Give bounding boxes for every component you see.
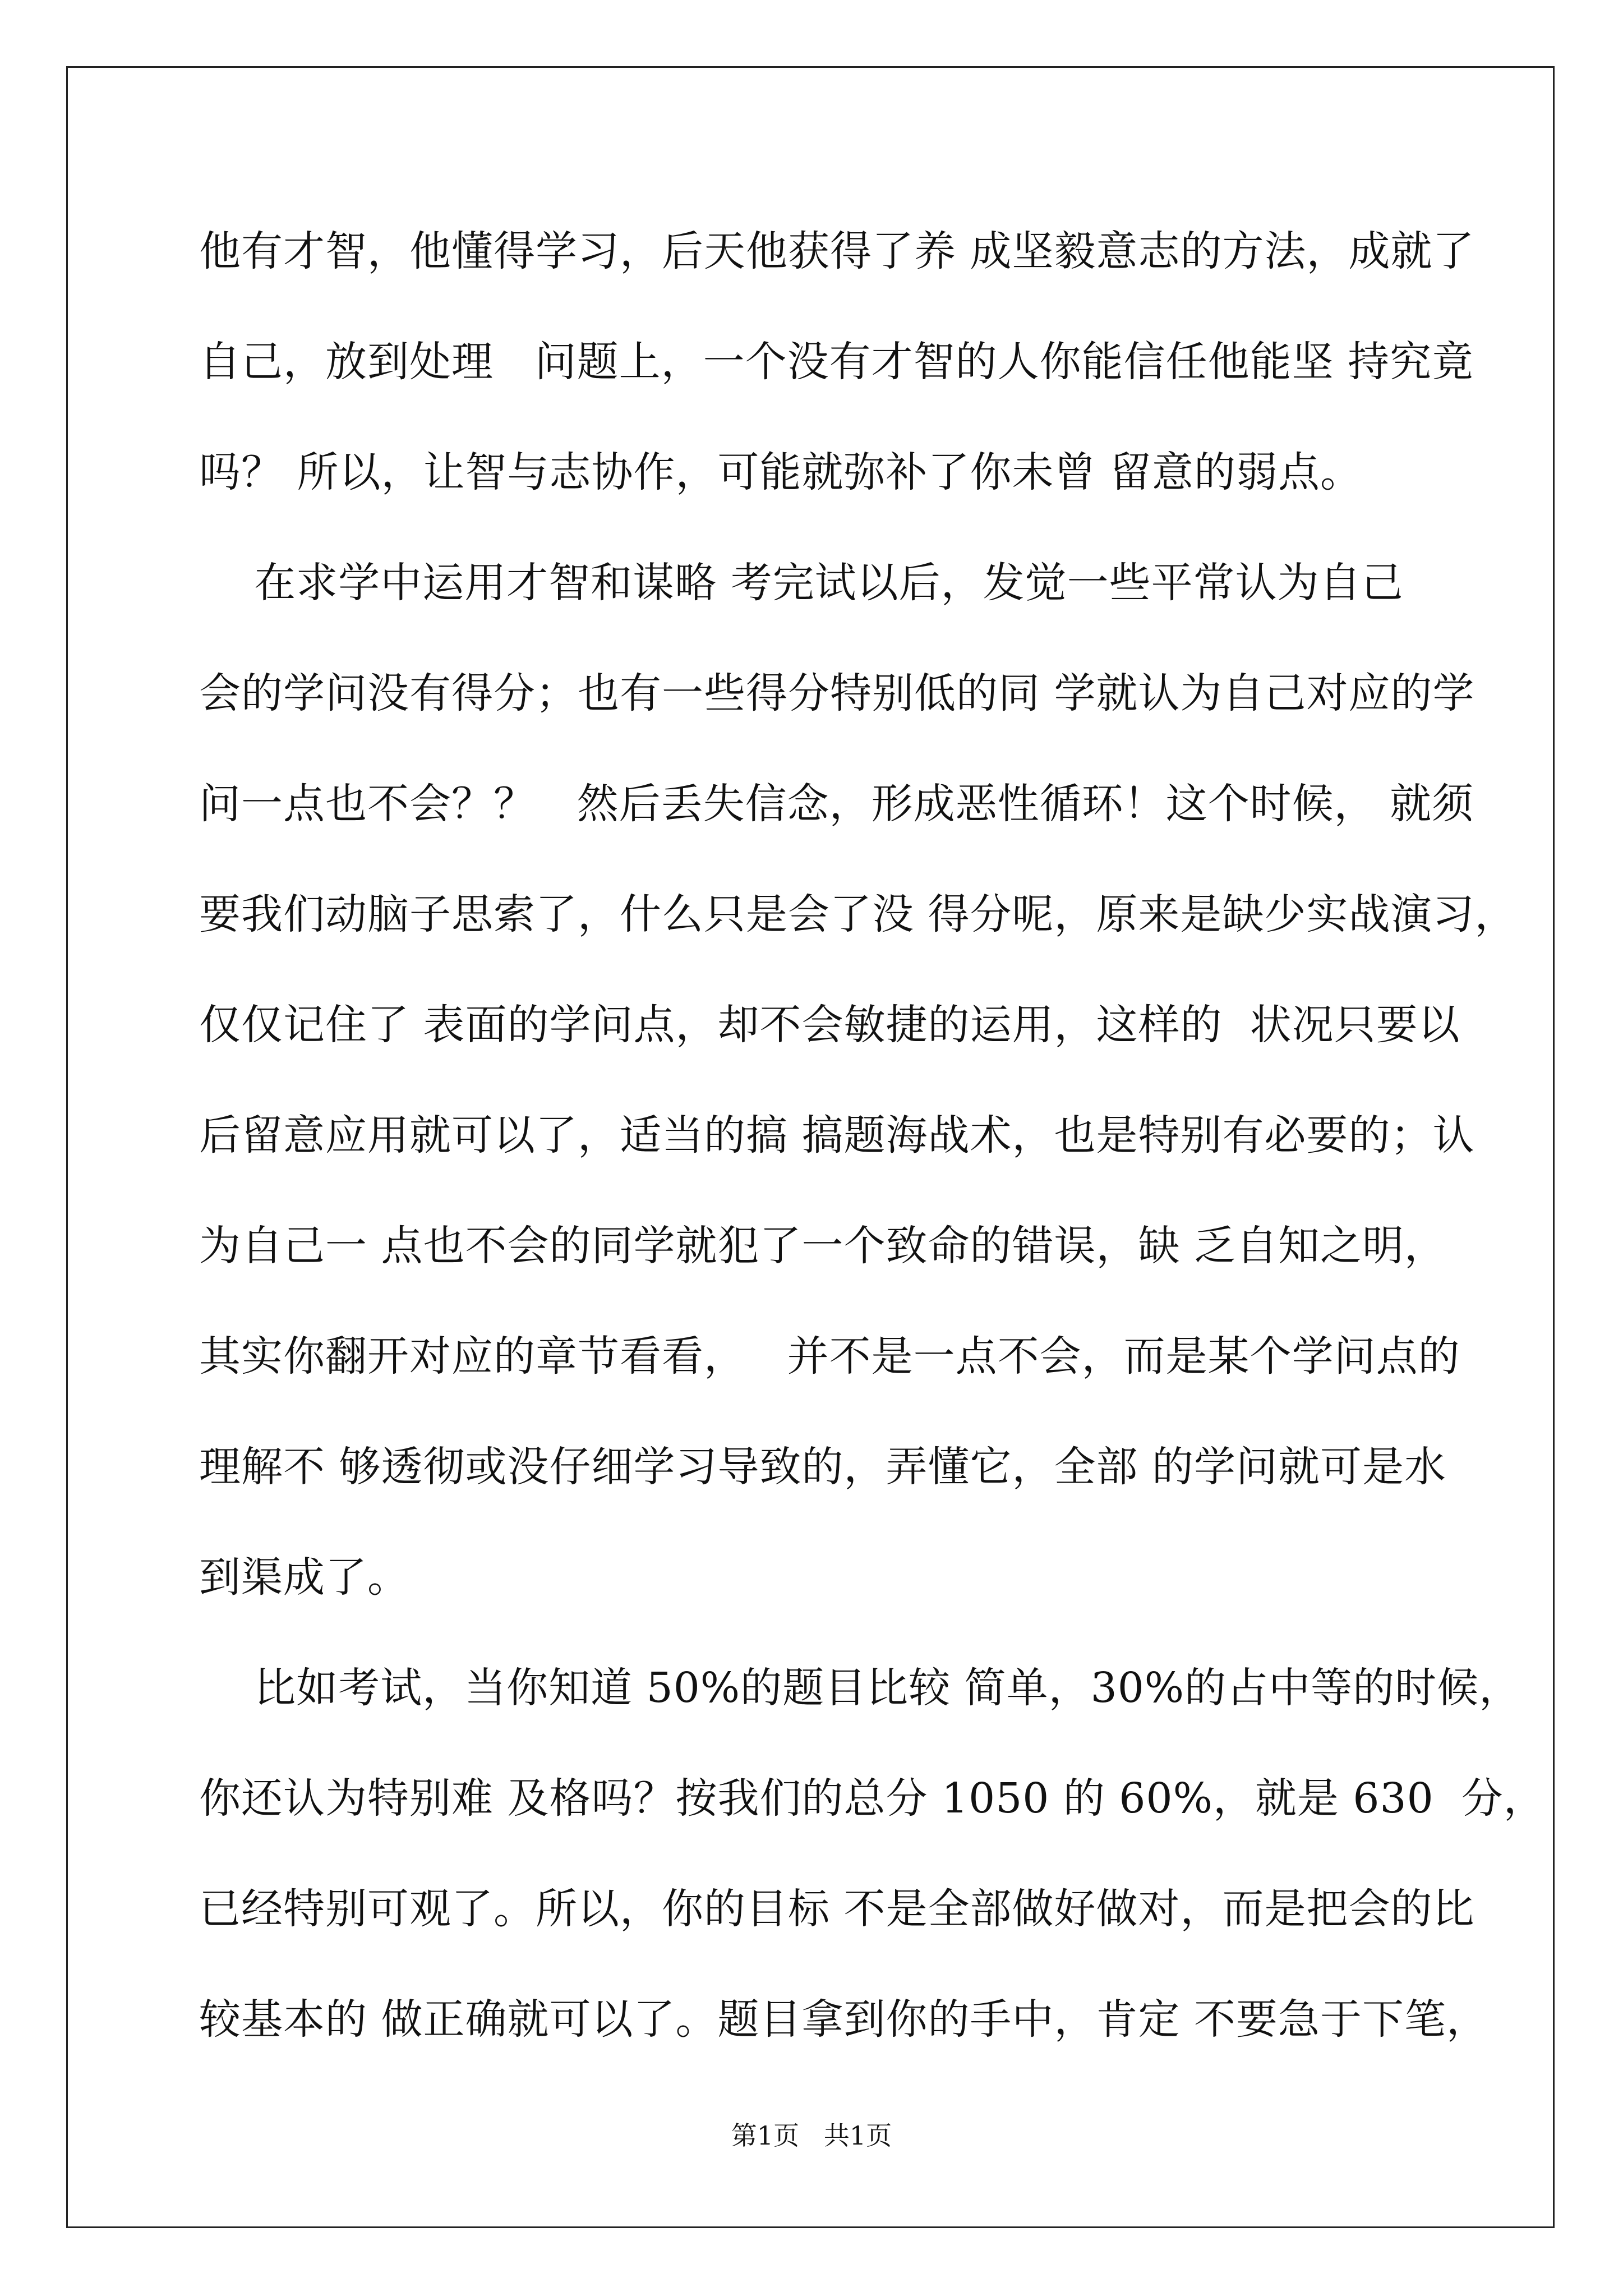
text-line: 在求学中运用才智和谋略 考完试以后，发觉一些平常认为自己 [199,559,1404,607]
text-line: 其实你翻开对应的章节看看， 并不是一点不会，而是某个学问点的 [199,1332,1460,1381]
text-line: 比如考试，当你知道 50%的题目比较 简单，30%的占中等的时候， [199,1664,1521,1712]
text-line: 理解不 够透彻或没仔细学习导致的，弄懂它，全部 的学问就可是水 [199,1443,1447,1491]
text-line: 他有才智，他懂得学习，后天他获得了养 成坚毅意志的方法，成就了 [199,227,1475,275]
text-line: 较基本的 做正确就可以了。题目拿到你的手中，肯定 不要急于下笔， [199,1995,1489,2044]
text-line: 会的学问没有得分；也有一些得分特别低的同 学就认为自己对应的学 [199,669,1475,717]
text-line: 已经特别可观了。所以，你的目标 不是全部做好做对，而是把会的比 [199,1885,1475,1933]
page-footer: 第1页 共1页 [731,2120,892,2151]
text-line: 要我们动脑子思索了，什么只是会了没 得分呢，原来是缺少实战演习， [199,890,1517,938]
text-line: 后留意应用就可以了，适当的搞 搞题海战术，也是特别有必要的；认 [199,1111,1475,1159]
body-text [199,196,1546,2075]
text-line: 问一点也不会？？ 然后丢失信念，形成恶性循环！这个时候， 就须 [199,780,1474,828]
text-line: 你还认为特别难 及格吗？按我们的总分 1050 的 60%，就是 630 分， [199,1774,1546,1823]
text-line: 自己，放到处理 问题上，一个没有才智的人你能信任他能坚 持究竟 [199,338,1474,386]
text-line: 吗？ 所以，让智与志协作，可能就弥补了你未曾 留意的弱点。 [199,448,1363,496]
text-line: 仅仅记住了 表面的学问点，却不会敏捷的运用，这样的 状况只要以 [199,1001,1460,1049]
text-line: 到渠成了。 [199,1553,409,1602]
text-line: 为自己一 点也不会的同学就犯了一个致命的错误，缺 乏自知之明， [199,1222,1447,1270]
